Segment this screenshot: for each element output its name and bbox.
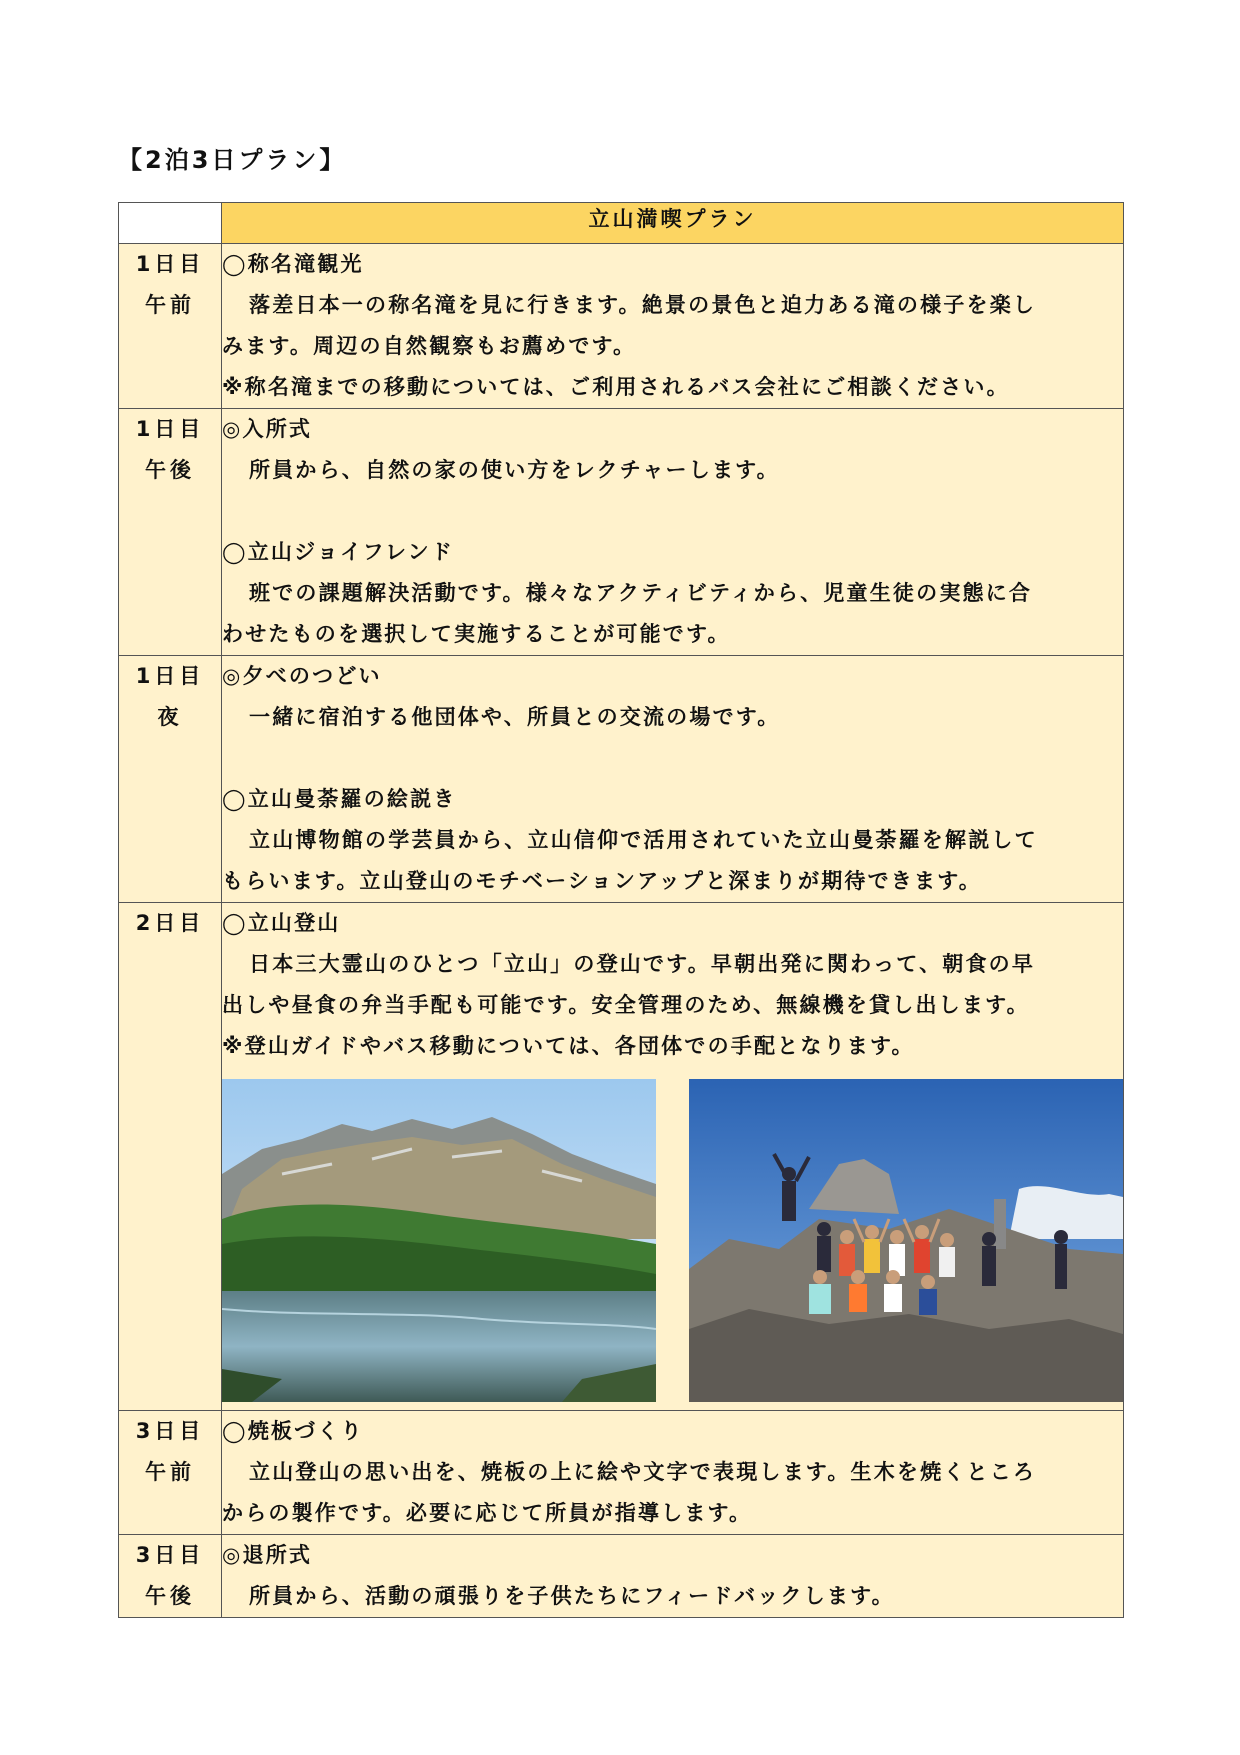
activity-text: 日本三大霊山のひとつ「立山」の登山です。早朝出発に関わって、朝食の早 <box>249 952 1036 976</box>
plan-header: 立山満喫プラン <box>222 203 1124 244</box>
page-title: 【2泊3日プラン】 <box>118 146 347 174</box>
table-row <box>119 656 1124 903</box>
activity-cell <box>222 903 1124 1411</box>
table-row <box>119 1535 1124 1618</box>
activity-text: みます。周辺の自然観察もお薦めです。 <box>222 334 637 358</box>
day-label: 2日目 <box>135 911 205 935</box>
activity-text: 所員から、自然の家の使い方をレクチャーします。 <box>249 458 780 482</box>
activity-text: からの製作です。必要に応じて所員が指導します。 <box>222 1501 753 1525</box>
activity-heading: ◯立山曼荼羅の絵説き <box>222 787 457 811</box>
period-label: 午前 <box>145 293 195 317</box>
activity-note: ※称名滝までの移動については、ご利用されるバス会社にご相談ください。 <box>222 375 1010 399</box>
table-row <box>119 903 1124 1411</box>
activity-heading: ◯立山ジョイフレンド <box>222 540 455 564</box>
photo-row <box>222 1079 1123 1402</box>
activity-text: わせたものを選択して実施することが可能です。 <box>222 622 731 646</box>
activity-text: 一緒に宿泊する他団体や、所員との交流の場です。 <box>249 705 781 729</box>
activity-heading: ◎退所式 <box>222 1543 313 1567</box>
activity-heading: ◯立山登山 <box>222 911 341 935</box>
spacer <box>222 491 1123 532</box>
activity-cell <box>222 656 1124 903</box>
day-label: 1日目 <box>135 252 205 276</box>
activity-text: 立山登山の思い出を、焼板の上に絵や文字で表現します。生木を焼くところ <box>249 1460 1037 1484</box>
activity-cell <box>222 244 1124 409</box>
time-cell <box>119 1411 222 1535</box>
time-cell <box>119 1535 222 1618</box>
table-row <box>119 1411 1124 1535</box>
activity-cell <box>222 409 1124 656</box>
mountain-lake-photo <box>222 1079 656 1402</box>
table-corner-cell <box>119 203 222 244</box>
table-header-row <box>119 203 1124 244</box>
day-label: 1日目 <box>135 417 205 441</box>
activity-note: ※登山ガイドやバス移動については、各団体での手配となります。 <box>222 1034 915 1058</box>
day-label: 3日目 <box>135 1543 205 1567</box>
period-label: 夜 <box>157 705 183 729</box>
plan-table <box>118 202 1124 1618</box>
period-label: 午前 <box>145 1460 195 1484</box>
activity-cell <box>222 1411 1124 1535</box>
activity-heading: ◯称名滝観光 <box>222 252 364 276</box>
activity-heading: ◎入所式 <box>222 417 313 441</box>
activity-text: 班での課題解決活動です。様々なアクティビティから、児童生徒の実態に合 <box>249 581 1033 605</box>
day-label: 3日目 <box>135 1419 205 1443</box>
activity-text: もらいます。立山登山のモチベーションアップと深まりが期待できます。 <box>222 869 982 893</box>
activity-cell <box>222 1535 1124 1618</box>
activity-text: 所員から、活動の頑張りを子供たちにフィードバックします。 <box>249 1584 895 1608</box>
activity-text: 落差日本一の称名滝を見に行きます。絶景の景色と迫力ある滝の様子を楽し <box>249 293 1037 317</box>
period-label: 午後 <box>145 458 195 482</box>
time-cell <box>119 244 222 409</box>
table-row <box>119 409 1124 656</box>
time-cell <box>119 409 222 656</box>
day-label: 1日目 <box>135 664 205 688</box>
activity-text: 立山博物館の学芸員から、立山信仰で活用されていた立山曼荼羅を解説して <box>249 828 1038 852</box>
summit-group-photo <box>689 1079 1123 1402</box>
activity-text: 出しや昼食の弁当手配も可能です。安全管理のため、無線機を貸し出します。 <box>222 993 1030 1017</box>
activity-heading: ◯焼板づくり <box>222 1419 364 1443</box>
time-cell <box>119 656 222 903</box>
period-label: 午後 <box>145 1584 195 1608</box>
spacer <box>222 738 1123 779</box>
table-row <box>119 244 1124 409</box>
time-cell <box>119 903 222 1411</box>
activity-heading: ◎夕べのつどい <box>222 664 382 688</box>
